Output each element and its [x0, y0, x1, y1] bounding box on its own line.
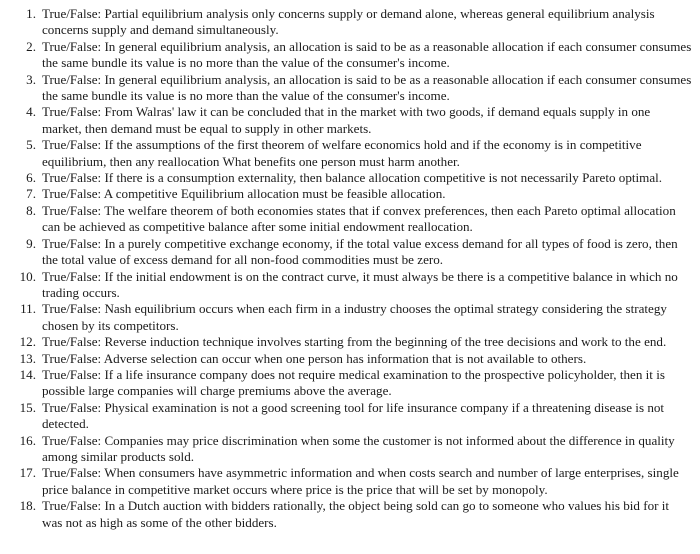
list-item: [0, 203, 700, 236]
question-text: True/False: Adverse selection can occur when one person has information that is not available to others.: [42, 350, 587, 366]
question-text: True/False: From Walras' law it can be concluded that in the market with two goods, if demand equals supply in one market, then demand must be equal to supply in other markets.: [42, 104, 651, 136]
question-text: True/False: In a Dutch auction with bidders rationally, the object being sold can go to someone who values his bid for it was not as high as some of the other bidders.: [42, 498, 670, 530]
question-text: True/False: If the initial endowment is on the contract curve, it must always be there is a competitive balance in which no trading occurs.: [42, 268, 678, 300]
question-number: 17.: [19, 465, 36, 481]
question-text: True/False: Partial equilibrium analysis only concerns supply or demand alone, whereas general equilibrium analysis concerns supply and demand simultaneously.: [42, 6, 655, 38]
question-number: 4.: [26, 104, 36, 120]
list-item: [0, 137, 700, 170]
question-number: 8.: [26, 202, 36, 218]
question-number: 2.: [26, 38, 36, 54]
question-text: True/False: Nash equilibrium occurs when each firm in a industry chooses the optimal strategy considering the strategy chosen by its competitors.: [42, 301, 667, 333]
list-item: [0, 351, 700, 367]
question-text: True/False: A competitive Equilibrium allocation must be feasible allocation.: [42, 186, 446, 202]
list-item: [0, 269, 700, 302]
question-number: 16.: [19, 432, 36, 448]
question-document: [0, 6, 700, 531]
question-text: True/False: The welfare theorem of both economies states that if convex preferences, then each Pareto optimal allocation can be achieved as competitive balance after some initial endowment reallocation.: [42, 202, 676, 235]
list-item: [0, 104, 700, 137]
list-item: [0, 170, 700, 186]
question-number: 1.: [26, 6, 36, 21]
question-text: True/False: If there is a consumption externality, then balance allocation competitive is not necessarily Pareto optimal.: [42, 170, 663, 186]
question-number: 13.: [19, 350, 36, 366]
list-item: [0, 39, 700, 72]
question-number: 3.: [26, 71, 36, 87]
question-number: 12.: [19, 334, 36, 350]
question-number: 15.: [19, 399, 36, 415]
question-text: True/False: Physical examination is not a good screening tool for life insurance company if a threatening disease is not detected.: [42, 399, 665, 432]
question-text: True/False: In general equilibrium analysis, an allocation is said to be as a reasonable allocation if each consumer consumes the same bundle its value is no more than the value of the consumer's income.: [42, 38, 692, 71]
question-number: 6.: [26, 170, 36, 186]
question-text: True/False: If the assumptions of the first theorem of welfare economics hold and if the economy is in competitive equilibrium, then any reallocation What benefits one person must harm another.: [42, 137, 642, 169]
list-item: [0, 236, 700, 269]
question-number: 9.: [26, 235, 36, 251]
question-number: 10.: [19, 268, 36, 284]
question-text: True/False: If a life insurance company does not require medical examination to the prospective policyholder, then it is possible large companies will charge premiums above the average.: [42, 366, 665, 399]
question-text: True/False: In general equilibrium analysis, an allocation is said to be as a reasonable allocation if each consumer consumes the same bundle its value is no more than the value of the consumer's income.: [42, 71, 692, 104]
list-item: [0, 400, 700, 433]
question-number: 11.: [20, 301, 36, 317]
list-item: [0, 6, 700, 39]
list-item: [0, 498, 700, 531]
list-item: [0, 301, 700, 334]
question-text: True/False: Reverse induction technique involves starting from the beginning of the tree decisions and work to the end.: [42, 334, 667, 350]
list-item: [0, 367, 700, 400]
list-item: [0, 465, 700, 498]
question-number: 5.: [26, 137, 36, 153]
list-item: [0, 186, 700, 202]
question-number: 14.: [19, 366, 36, 382]
list-item: [0, 433, 700, 466]
question-text: True/False: When consumers have asymmetric information and when costs search and number of large enterprises, single price balance in competitive market occurs where price is the price that will be set by monopoly.: [42, 465, 679, 497]
question-list: [0, 6, 700, 531]
question-text: True/False: Companies may price discrimination when some the customer is not informed about the difference in quality among similar products sold.: [42, 432, 675, 464]
list-item: [0, 334, 700, 350]
list-item: [0, 72, 700, 105]
question-number: 7.: [26, 186, 36, 202]
question-number: 18.: [19, 498, 36, 514]
question-text: True/False: In a purely competitive exchange economy, if the total value excess demand for all types of food is zero, then the total value of excess demand for all non-food commodities must be zero.: [42, 235, 678, 268]
